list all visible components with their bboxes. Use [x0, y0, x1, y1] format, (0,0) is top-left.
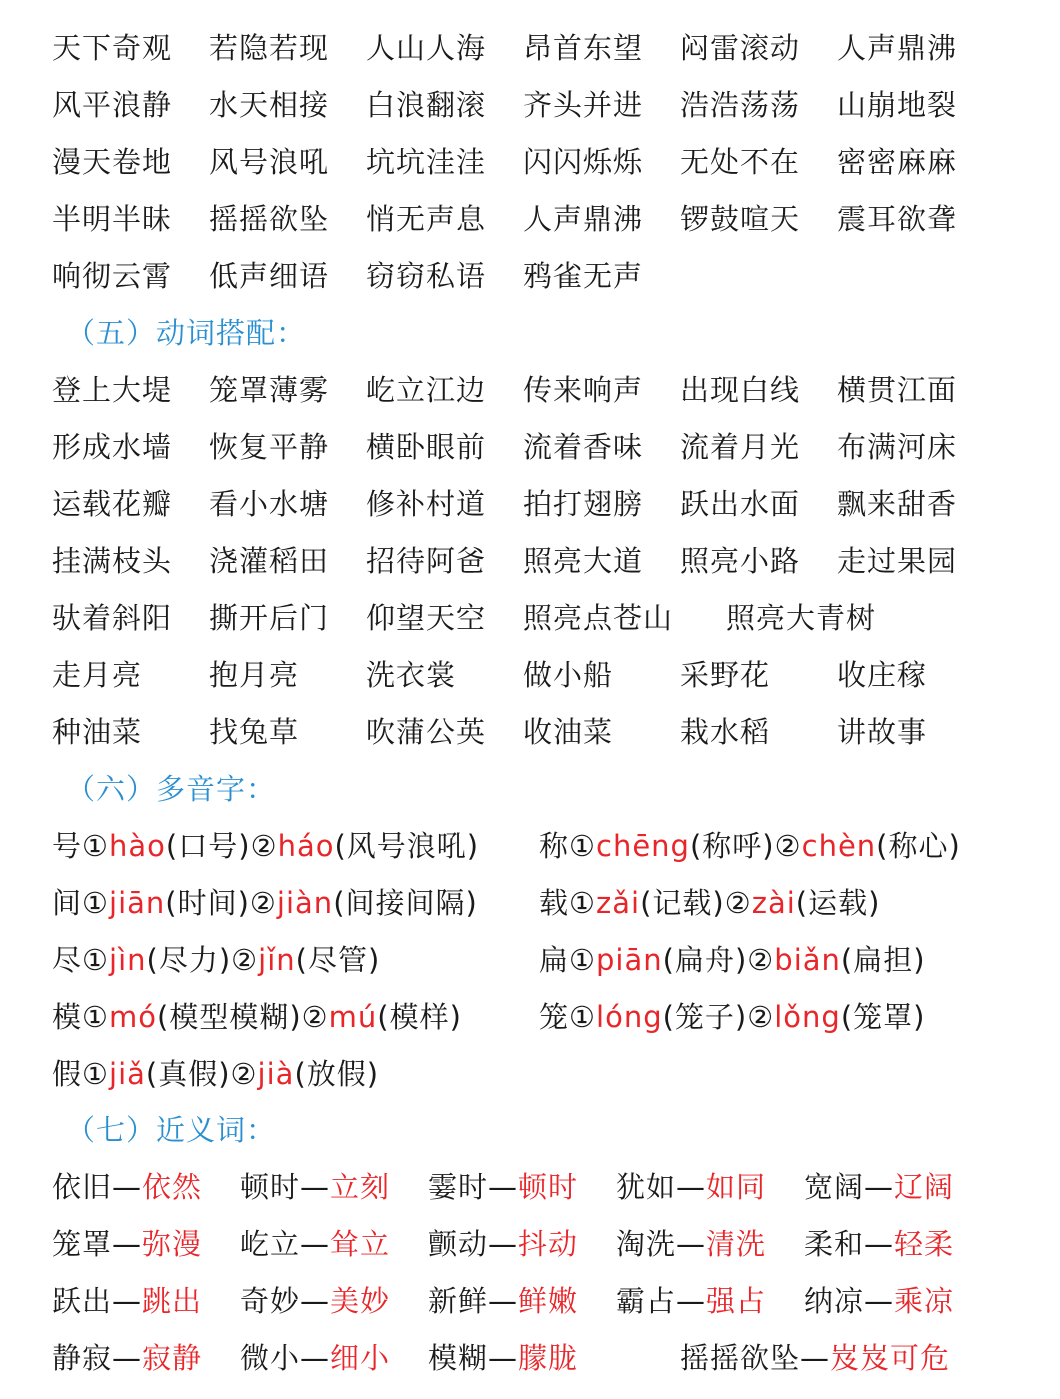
polyphonic-row: [0, 879, 1060, 927]
reading-marker: ②: [774, 829, 802, 863]
polyphonic-entry: [52, 1050, 379, 1098]
reading-marker: ①: [569, 829, 597, 863]
verb-collocation: 拍打翅膀: [523, 487, 644, 521]
example-words: (扁舟): [662, 943, 748, 977]
verb-collocation: 运载花瓣: [52, 487, 173, 521]
idiom-row: [0, 252, 1060, 300]
verb-collocation: 做小船: [523, 658, 614, 692]
polyphonic-entry: [539, 993, 925, 1041]
synonym-match: 弥漫: [142, 1227, 203, 1261]
verb-collocation: 流着月光: [680, 430, 801, 464]
synonym-word: 犹如—: [616, 1170, 707, 1204]
idiom-word: 人声鼎沸: [523, 202, 644, 236]
polyphonic-char: 间: [52, 886, 83, 920]
example-words: (时间): [165, 886, 250, 920]
idiom-word: 坑坑洼洼: [366, 145, 487, 179]
synonym-match: 朦胧: [518, 1341, 579, 1375]
synonym-pair: [240, 1334, 390, 1382]
reading-marker: ①: [569, 943, 597, 977]
polyphonic-char: 笼: [539, 1000, 570, 1034]
verb-collocation: 种油菜: [52, 715, 143, 749]
synonym-word: 奇妙—: [240, 1284, 331, 1318]
verb-collocation: 走过果园: [837, 544, 958, 578]
synonym-pair: [240, 1220, 390, 1268]
idiom-word: 无处不在: [680, 145, 801, 179]
verb-collocation: 讲故事: [837, 715, 928, 749]
polyphonic-char: 扁: [539, 943, 570, 977]
reading-marker: ②: [301, 1000, 329, 1034]
synonym-word: 淘洗—: [616, 1227, 707, 1261]
verb-collocation: 收油菜: [523, 715, 614, 749]
pinyin-reading: mú: [328, 1000, 378, 1034]
polyphonic-char: 假: [52, 1057, 83, 1091]
example-words: (扁担): [840, 943, 926, 977]
example-words: (称心): [876, 829, 961, 863]
verb-collocation: 收庄稼: [837, 658, 928, 692]
synonym-pair: [52, 1334, 202, 1382]
verb-collocation: 采野花: [680, 658, 771, 692]
synonym-match: 清洗: [706, 1227, 767, 1261]
synonym-word: 微小—: [240, 1341, 331, 1375]
polyphonic-row: [0, 822, 1060, 870]
idiom-word: 风号浪吼: [209, 145, 330, 179]
pinyin-reading: chēng: [596, 829, 690, 863]
verb-collocation: 洗衣裳: [366, 658, 457, 692]
verb-collocation: 栽水稻: [680, 715, 771, 749]
reading-marker: ②: [249, 886, 277, 920]
synonym-pair: [428, 1277, 578, 1325]
verb-collocation-row: [0, 423, 1060, 471]
synonym-match: 抖动: [518, 1227, 579, 1261]
synonym-pair: [804, 1163, 954, 1211]
synonym-word: 跃出—: [52, 1284, 143, 1318]
synonym-row: [0, 1220, 1060, 1268]
synonym-match: 跳出: [142, 1284, 203, 1318]
reading-marker: ②: [747, 1000, 775, 1034]
idiom-word: 水天相接: [209, 88, 330, 122]
polyphonic-entry: [539, 822, 961, 870]
idiom-word: 半明半昧: [52, 202, 173, 236]
reading-marker: ①: [569, 886, 597, 920]
reading-marker: ②: [230, 1057, 258, 1091]
verb-collocation: 看小水塘: [209, 487, 330, 521]
idiom-word: 人声鼎沸: [837, 31, 958, 65]
polyphonic-char: 称: [539, 829, 570, 863]
verb-collocation: 抱月亮: [209, 658, 300, 692]
idiom-word: 鸦雀无声: [523, 259, 644, 293]
synonym-row: [0, 1163, 1060, 1211]
synonym-word: 新鲜—: [428, 1284, 519, 1318]
polyphonic-entry: [539, 936, 926, 984]
reading-marker: ①: [82, 1000, 110, 1034]
synonym-pair: [428, 1220, 578, 1268]
synonym-word: 摇摇欲坠—: [680, 1341, 831, 1375]
pinyin-reading: zài: [751, 886, 796, 920]
section-heading-polyphonic: （六）多音字：: [66, 772, 277, 806]
verb-collocation: 吹蒲公英: [366, 715, 487, 749]
example-words: (运载): [795, 886, 881, 920]
synonym-pair: [240, 1163, 390, 1211]
verb-collocation: 跃出水面: [680, 487, 801, 521]
polyphonic-char: 模: [52, 1000, 83, 1034]
pinyin-reading: zǎi: [596, 886, 641, 920]
polyphonic-row: [0, 993, 1060, 1041]
synonym-match: 岌岌可危: [830, 1341, 951, 1375]
verb-collocation-row: [0, 651, 1060, 699]
synonym-match: 乘凉: [894, 1284, 955, 1318]
idiom-word: 低声细语: [209, 259, 330, 293]
polyphonic-row: [0, 1050, 1060, 1098]
synonym-match: 强占: [706, 1284, 767, 1318]
reading-marker: ②: [724, 886, 752, 920]
idiom-word: 山崩地裂: [837, 88, 958, 122]
pinyin-reading: piān: [596, 943, 663, 977]
example-words: (模型模糊): [157, 1000, 302, 1034]
synonym-word: 顿时—: [240, 1170, 331, 1204]
synonym-row: [0, 1334, 1060, 1382]
synonym-pair: [804, 1277, 954, 1325]
synonym-row: [0, 1277, 1060, 1325]
example-words: (模样): [377, 1000, 462, 1034]
verb-collocation: 飘来甜香: [837, 487, 958, 521]
idiom-word: 天下奇观: [52, 31, 173, 65]
pinyin-reading: mó: [109, 1000, 158, 1034]
idiom-word: 闷雷滚动: [680, 31, 801, 65]
idiom-word: 锣鼓喧天: [680, 202, 801, 236]
verb-collocation: 走月亮: [52, 658, 143, 692]
idiom-word: 密密麻麻: [837, 145, 958, 179]
idiom-word: 震耳欲聋: [837, 202, 958, 236]
pinyin-reading: chèn: [801, 829, 877, 863]
verb-collocation-row: [0, 366, 1060, 414]
synonym-pair: [240, 1277, 390, 1325]
idiom-word: 窃窃私语: [366, 259, 487, 293]
pinyin-reading: lǒng: [774, 1000, 841, 1034]
idiom-word: 齐头并进: [523, 88, 644, 122]
pinyin-reading: lóng: [596, 1000, 663, 1034]
synonym-word: 屹立—: [240, 1227, 331, 1261]
verb-collocation-row: [0, 537, 1060, 585]
pinyin-reading: jiān: [109, 886, 166, 920]
pinyin-reading: jiàn: [276, 886, 334, 920]
synonym-match: 辽阔: [894, 1170, 955, 1204]
verb-collocation: 笼罩薄雾: [209, 373, 330, 407]
idiom-word: 昂首东望: [523, 31, 644, 65]
pinyin-reading: hào: [109, 829, 166, 863]
verb-collocation: 流着香味: [523, 430, 644, 464]
synonym-pair: [52, 1277, 202, 1325]
synonym-pair: [680, 1334, 950, 1382]
verb-collocation: 形成水墙: [52, 430, 173, 464]
verb-collocation-row: [0, 708, 1060, 756]
example-words: (间接间隔): [333, 886, 478, 920]
example-words: (笼子): [662, 1000, 748, 1034]
synonym-match: 轻柔: [894, 1227, 955, 1261]
idiom-row: [0, 24, 1060, 72]
verb-collocation-row: [0, 480, 1060, 528]
polyphonic-char: 尽: [52, 943, 83, 977]
verb-collocation: 照亮小路: [680, 544, 801, 578]
pinyin-reading: jiǎ: [109, 1057, 146, 1091]
example-words: (真假): [145, 1057, 231, 1091]
pinyin-reading: jià: [257, 1057, 295, 1091]
polyphonic-row: [0, 936, 1060, 984]
pinyin-reading: jǐn: [258, 943, 296, 977]
synonym-match: 细小: [330, 1341, 391, 1375]
idiom-word: 若隐若现: [209, 31, 330, 65]
idiom-row: [0, 195, 1060, 243]
polyphonic-entry: [52, 879, 478, 927]
verb-collocation: 恢复平静: [209, 430, 330, 464]
pinyin-reading: háo: [277, 829, 335, 863]
synonym-match: 寂静: [142, 1341, 203, 1375]
polyphonic-entry: [52, 993, 462, 1041]
example-words: (放假): [294, 1057, 380, 1091]
reading-marker: ②: [250, 829, 278, 863]
example-words: (口号): [165, 829, 251, 863]
synonym-pair: [616, 1220, 766, 1268]
pinyin-reading: jìn: [109, 943, 147, 977]
verb-collocation: 出现白线: [680, 373, 801, 407]
reading-marker: ②: [747, 943, 775, 977]
synonym-match: 鲜嫩: [518, 1284, 579, 1318]
synonym-pair: [428, 1163, 578, 1211]
example-words: (尽管): [295, 943, 381, 977]
synonym-pair: [52, 1163, 202, 1211]
synonym-pair: [616, 1277, 766, 1325]
verb-collocation: 登上大堤: [52, 373, 173, 407]
idiom-row: [0, 138, 1060, 186]
polyphonic-entry: [539, 879, 880, 927]
verb-collocation: 仰望天空: [366, 601, 487, 635]
synonym-pair: [616, 1163, 766, 1211]
polyphonic-char: 载: [539, 886, 570, 920]
reading-marker: ①: [82, 886, 110, 920]
verb-collocation-row: [0, 594, 1060, 642]
reading-marker: ①: [82, 829, 110, 863]
idiom-word: 响彻云霄: [52, 259, 173, 293]
synonym-match: 顿时: [518, 1170, 579, 1204]
reading-marker: ②: [231, 943, 259, 977]
section-heading-verb-collocations: （五）动词搭配：: [66, 316, 307, 350]
synonym-word: 模糊—: [428, 1341, 519, 1375]
verb-collocation: 布满河床: [837, 430, 958, 464]
verb-collocation: 浇灌稻田: [209, 544, 330, 578]
reading-marker: ①: [82, 1057, 110, 1091]
section-heading-synonyms: （七）近义词：: [66, 1113, 277, 1147]
synonym-word: 颤动—: [428, 1227, 519, 1261]
synonym-pair: [52, 1220, 202, 1268]
verb-collocation: 修补村道: [366, 487, 487, 521]
synonym-pair: [804, 1220, 954, 1268]
verb-collocation: 屹立江边: [366, 373, 487, 407]
idiom-word: 人山人海: [366, 31, 487, 65]
verb-collocation: 横贯江面: [837, 373, 958, 407]
verb-collocation: 照亮点苍山: [523, 601, 674, 635]
idiom-word: 闪闪烁烁: [523, 145, 644, 179]
verb-collocation: 照亮大青树: [726, 601, 877, 635]
idiom-word: 浩浩荡荡: [680, 88, 801, 122]
verb-collocation: 传来响声: [523, 373, 644, 407]
synonym-match: 立刻: [330, 1170, 391, 1204]
example-words: (尽力): [146, 943, 232, 977]
polyphonic-char: 号: [52, 829, 83, 863]
example-words: (风号浪吼): [334, 829, 480, 863]
idiom-word: 摇摇欲坠: [209, 202, 330, 236]
idiom-word: 漫天卷地: [52, 145, 173, 179]
synonym-word: 霎时—: [428, 1170, 519, 1204]
pinyin-reading: biǎn: [774, 943, 841, 977]
synonym-word: 霸占—: [616, 1284, 707, 1318]
synonym-match: 如同: [706, 1170, 767, 1204]
idiom-word: 白浪翻滚: [366, 88, 487, 122]
synonym-word: 笼罩—: [52, 1227, 143, 1261]
synonym-word: 柔和—: [804, 1227, 895, 1261]
synonym-match: 耸立: [330, 1227, 391, 1261]
verb-collocation: 横卧眼前: [366, 430, 487, 464]
polyphonic-entry: [52, 822, 479, 870]
synonym-pair: [428, 1334, 578, 1382]
example-words: (称呼): [689, 829, 775, 863]
synonym-word: 静寂—: [52, 1341, 143, 1375]
verb-collocation: 招待阿爸: [366, 544, 487, 578]
synonym-word: 宽阔—: [804, 1170, 895, 1204]
reading-marker: ①: [569, 1000, 597, 1034]
synonym-word: 依旧—: [52, 1170, 143, 1204]
example-words: (记载): [640, 886, 725, 920]
synonym-match: 美妙: [330, 1284, 391, 1318]
idiom-word: 悄无声息: [366, 202, 487, 236]
polyphonic-entry: [52, 936, 380, 984]
idiom-word: 风平浪静: [52, 88, 173, 122]
synonym-word: 纳凉—: [804, 1284, 895, 1318]
verb-collocation: 撕开后门: [209, 601, 330, 635]
verb-collocation: 照亮大道: [523, 544, 644, 578]
verb-collocation: 驮着斜阳: [52, 601, 173, 635]
verb-collocation: 找兔草: [209, 715, 300, 749]
synonym-match: 依然: [142, 1170, 203, 1204]
verb-collocation: 挂满枝头: [52, 544, 173, 578]
example-words: (笼罩): [840, 1000, 926, 1034]
idiom-row: [0, 81, 1060, 129]
reading-marker: ①: [82, 943, 110, 977]
